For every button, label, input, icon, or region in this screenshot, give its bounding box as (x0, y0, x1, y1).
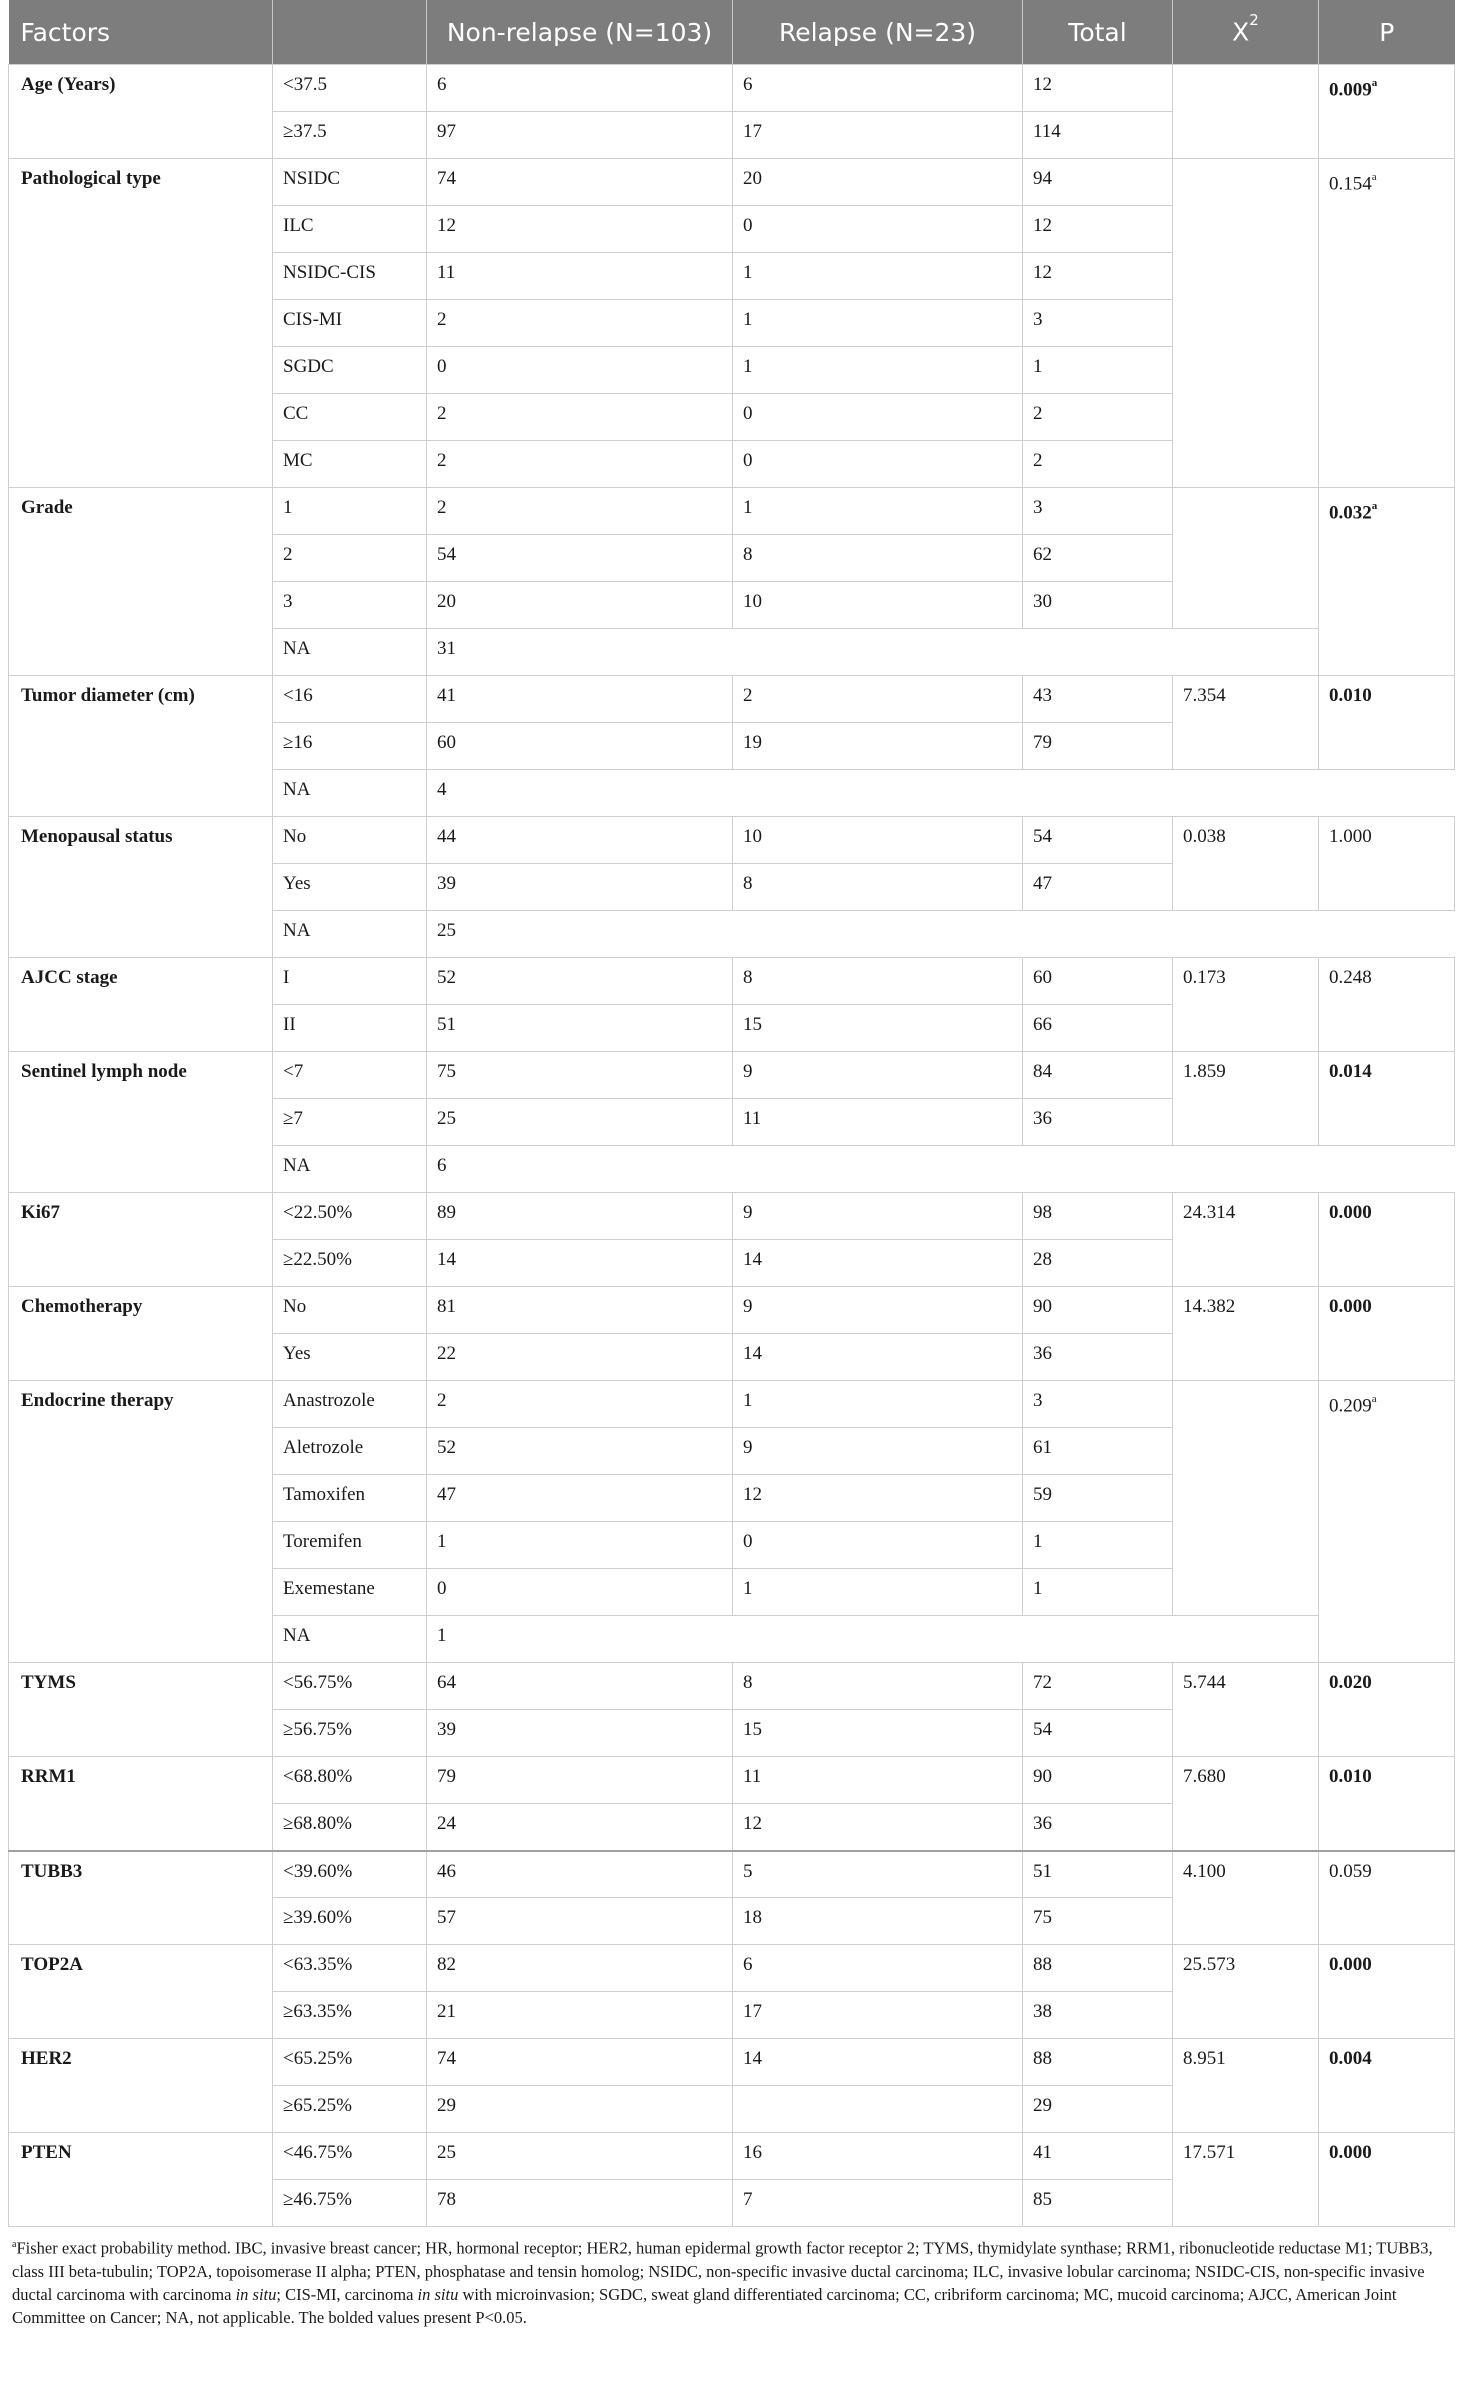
header-non-relapse: Non-relapse (N=103) (427, 0, 733, 65)
header-level (273, 0, 427, 65)
factor-name: Endocrine therapy (9, 1381, 273, 1663)
total-cell: 90 (1023, 1757, 1173, 1804)
non-relapse-cell: 20 (427, 582, 733, 629)
factor-name: Menopausal status (9, 817, 273, 958)
p-value: 0.020 (1329, 1672, 1372, 1693)
chi-square-value: 7.354 (1173, 676, 1319, 770)
non-relapse-cell: 60 (427, 723, 733, 770)
total-cell: 1 (1023, 347, 1173, 394)
p-value: 0.010 (1329, 685, 1372, 706)
relapse-cell: 17 (733, 1992, 1023, 2039)
level-cell: NA (273, 770, 427, 817)
relapse-cell: 6 (733, 1945, 1023, 1992)
table-row (9, 1757, 1455, 1804)
p-value-cell (1319, 1945, 1455, 2039)
relapse-cell: 0 (733, 441, 1023, 488)
empty-cell (1173, 1616, 1319, 1663)
table-row (9, 1381, 1455, 1428)
table-row (9, 1193, 1455, 1240)
relapse-cell: 9 (733, 1193, 1023, 1240)
level-cell: Aletrozole (273, 1428, 427, 1475)
non-relapse-cell: 52 (427, 1428, 733, 1475)
relapse-cell: 9 (733, 1287, 1023, 1334)
na-count-cell: 25 (427, 911, 1455, 958)
factor-name: PTEN (9, 2133, 273, 2227)
total-cell: 38 (1023, 1992, 1173, 2039)
table-row (9, 676, 1455, 723)
level-cell: Toremifen (273, 1522, 427, 1569)
total-cell: 2 (1023, 441, 1173, 488)
total-cell: 41 (1023, 2133, 1173, 2180)
total-cell: 51 (1023, 1851, 1173, 1898)
chi-square-value (1173, 65, 1319, 159)
total-cell: 3 (1023, 488, 1173, 535)
footnote-text-2: ; CIS-MI, carcinoma (276, 2284, 418, 2304)
chi-square-value: 25.573 (1173, 1945, 1319, 2039)
factor-name: Pathological type (9, 159, 273, 488)
non-relapse-cell: 47 (427, 1475, 733, 1522)
chi-square-value (1173, 159, 1319, 488)
relapse-cell: 15 (733, 1005, 1023, 1052)
non-relapse-cell: 89 (427, 1193, 733, 1240)
factor-name: HER2 (9, 2039, 273, 2133)
relapse-cell: 20 (733, 159, 1023, 206)
level-cell: <37.5 (273, 65, 427, 112)
factor-name: Chemotherapy (9, 1287, 273, 1381)
na-count-cell: 1 (427, 1616, 1173, 1663)
relapse-cell: 16 (733, 2133, 1023, 2180)
relapse-cell: 17 (733, 112, 1023, 159)
level-cell: NA (273, 1616, 427, 1663)
chi-square-value (1173, 1381, 1319, 1616)
p-value: 0.004 (1329, 2048, 1372, 2069)
chi-square-value: 0.173 (1173, 958, 1319, 1052)
table-row (9, 1287, 1455, 1334)
level-cell: CIS-MI (273, 300, 427, 347)
level-cell: NA (273, 911, 427, 958)
empty-cell (1173, 629, 1319, 676)
p-value-footnote-marker: a (1371, 500, 1378, 512)
level-cell: ILC (273, 206, 427, 253)
relapse-cell: 8 (733, 535, 1023, 582)
p-value: 0.000 (1329, 1202, 1372, 1223)
level-cell: NA (273, 629, 427, 676)
table-row (9, 817, 1455, 864)
chi-square-value: 5.744 (1173, 1663, 1319, 1757)
table-row (9, 65, 1455, 112)
level-cell: ≥65.25% (273, 2086, 427, 2133)
p-value: 0.154 (1329, 173, 1372, 195)
factor-name: RRM1 (9, 1757, 273, 1851)
total-cell: 88 (1023, 2039, 1173, 2086)
level-cell: 1 (273, 488, 427, 535)
p-value: 0.010 (1329, 1766, 1372, 1787)
p-value-cell (1319, 2133, 1455, 2227)
p-value-cell (1319, 159, 1455, 488)
level-cell: ≥63.35% (273, 1992, 427, 2039)
non-relapse-cell: 52 (427, 958, 733, 1005)
non-relapse-cell: 2 (427, 441, 733, 488)
level-cell: ≥16 (273, 723, 427, 770)
p-value-cell (1319, 1287, 1455, 1381)
factor-name: TYMS (9, 1663, 273, 1757)
non-relapse-cell: 12 (427, 206, 733, 253)
non-relapse-cell: 21 (427, 1992, 733, 2039)
relapse-cell: 1 (733, 300, 1023, 347)
non-relapse-cell: 78 (427, 2180, 733, 2227)
level-cell: 3 (273, 582, 427, 629)
non-relapse-cell: 51 (427, 1005, 733, 1052)
chi-square-value: 24.314 (1173, 1193, 1319, 1287)
level-cell: ≥22.50% (273, 1240, 427, 1287)
p-value: 0.000 (1329, 2142, 1372, 2163)
total-cell: 12 (1023, 65, 1173, 112)
relapse-cell: 8 (733, 958, 1023, 1005)
relapse-cell: 19 (733, 723, 1023, 770)
relapse-cell: 8 (733, 1663, 1023, 1710)
p-value-footnote-marker: a (1371, 77, 1378, 89)
relapse-cell: 7 (733, 2180, 1023, 2227)
non-relapse-cell: 79 (427, 1757, 733, 1804)
chi-square-value (1173, 488, 1319, 629)
level-cell: <65.25% (273, 2039, 427, 2086)
level-cell: <46.75% (273, 2133, 427, 2180)
level-cell: <63.35% (273, 1945, 427, 1992)
total-cell: 2 (1023, 394, 1173, 441)
p-value: 0.000 (1329, 1954, 1372, 1975)
non-relapse-cell: 81 (427, 1287, 733, 1334)
relapse-cell: 15 (733, 1710, 1023, 1757)
relapse-cell: 0 (733, 1522, 1023, 1569)
table-row (9, 1663, 1455, 1710)
non-relapse-cell: 2 (427, 300, 733, 347)
total-cell: 12 (1023, 206, 1173, 253)
total-cell: 61 (1023, 1428, 1173, 1475)
na-count-cell: 4 (427, 770, 1455, 817)
footnote-italic-2: in situ (417, 2284, 459, 2304)
relapse-cell: 1 (733, 253, 1023, 300)
level-cell: I (273, 958, 427, 1005)
p-value-cell (1319, 958, 1455, 1052)
table-row (9, 1945, 1455, 1992)
p-value: 0.059 (1329, 1860, 1372, 1882)
p-value: 0.209 (1329, 1395, 1372, 1417)
chi-square-value: 1.859 (1173, 1052, 1319, 1146)
relapse-cell: 1 (733, 1569, 1023, 1616)
non-relapse-cell: 25 (427, 1099, 733, 1146)
non-relapse-cell: 0 (427, 347, 733, 394)
relapse-cell: 8 (733, 864, 1023, 911)
non-relapse-cell: 97 (427, 112, 733, 159)
total-cell: 60 (1023, 958, 1173, 1005)
level-cell: <16 (273, 676, 427, 723)
non-relapse-cell: 57 (427, 1898, 733, 1945)
table-row (9, 488, 1455, 535)
level-cell: SGDC (273, 347, 427, 394)
footnote-text-1: Fisher exact probability method. IBC, invasive breast cancer; HR, hormonal receptor; HER2, human epidermal growth factor receptor 2; TYMS, thymidylate synthase; RRM1, ribonucleotide reductase M1; TUBB3, class III beta-tubulin; TOP2A, topoisomerase II alpha; PTEN, phosphatase and tensin homolog; NSIDC, non-specific invasive ductal carcinoma; ILC, invasive lobular carcinoma; NSIDC-CIS, non-specific invasive ductal carcinoma with carcinoma (12, 2238, 1433, 2304)
non-relapse-cell: 41 (427, 676, 733, 723)
total-cell: 1 (1023, 1569, 1173, 1616)
level-cell: Yes (273, 1334, 427, 1381)
non-relapse-cell: 39 (427, 864, 733, 911)
level-cell: NSIDC-CIS (273, 253, 427, 300)
total-cell: 43 (1023, 676, 1173, 723)
p-value-cell (1319, 1052, 1455, 1146)
relapse-cell: 0 (733, 206, 1023, 253)
relapse-cell: 2 (733, 676, 1023, 723)
relapse-cell: 11 (733, 1757, 1023, 1804)
non-relapse-cell: 25 (427, 2133, 733, 2180)
p-value-cell (1319, 676, 1455, 770)
level-cell: ≥46.75% (273, 2180, 427, 2227)
header-row (9, 0, 1455, 65)
relapse-cell: 10 (733, 582, 1023, 629)
relapse-cell: 6 (733, 65, 1023, 112)
relapse-cell: 1 (733, 1381, 1023, 1428)
relapse-cell: 14 (733, 1240, 1023, 1287)
level-cell: ≥7 (273, 1099, 427, 1146)
total-cell: 75 (1023, 1898, 1173, 1945)
non-relapse-cell: 54 (427, 535, 733, 582)
header-total: Total (1023, 0, 1173, 65)
table-row (9, 159, 1455, 206)
non-relapse-cell: 2 (427, 1381, 733, 1428)
total-cell: 36 (1023, 1099, 1173, 1146)
chi-square-value: 8.951 (1173, 2039, 1319, 2133)
chi-square-value: 17.571 (1173, 2133, 1319, 2227)
level-cell: 2 (273, 535, 427, 582)
p-value: 0.248 (1329, 967, 1372, 988)
non-relapse-cell: 2 (427, 488, 733, 535)
relapse-cell: 14 (733, 2039, 1023, 2086)
non-relapse-cell: 46 (427, 1851, 733, 1898)
total-cell: 54 (1023, 1710, 1173, 1757)
factor-name: Ki67 (9, 1193, 273, 1287)
relapse-cell: 11 (733, 1099, 1023, 1146)
total-cell: 30 (1023, 582, 1173, 629)
level-cell: ≥37.5 (273, 112, 427, 159)
total-cell: 36 (1023, 1804, 1173, 1851)
table-row (9, 2039, 1455, 2086)
total-cell: 62 (1023, 535, 1173, 582)
header-p: P (1319, 0, 1455, 65)
total-cell: 98 (1023, 1193, 1173, 1240)
p-value: 0.000 (1329, 1296, 1372, 1317)
relapse-cell: 18 (733, 1898, 1023, 1945)
factor-name: Tumor diameter (cm) (9, 676, 273, 817)
total-cell: 88 (1023, 1945, 1173, 1992)
level-cell: NSIDC (273, 159, 427, 206)
factor-name: AJCC stage (9, 958, 273, 1052)
total-cell: 36 (1023, 1334, 1173, 1381)
level-cell: Anastrozole (273, 1381, 427, 1428)
total-cell: 28 (1023, 1240, 1173, 1287)
relapse-cell: 1 (733, 488, 1023, 535)
header-chi-square (1173, 0, 1319, 65)
level-cell: <22.50% (273, 1193, 427, 1240)
level-cell: <39.60% (273, 1851, 427, 1898)
level-cell: Tamoxifen (273, 1475, 427, 1522)
table-row (9, 958, 1455, 1005)
level-cell: II (273, 1005, 427, 1052)
total-cell: 66 (1023, 1005, 1173, 1052)
results-table (8, 0, 1455, 2227)
table-body (9, 65, 1455, 2227)
chi-square-value: 7.680 (1173, 1757, 1319, 1851)
non-relapse-cell: 44 (427, 817, 733, 864)
factor-name: TUBB3 (9, 1851, 273, 1945)
non-relapse-cell: 14 (427, 1240, 733, 1287)
relapse-cell: 5 (733, 1851, 1023, 1898)
level-cell: Yes (273, 864, 427, 911)
relapse-cell: 12 (733, 1804, 1023, 1851)
total-cell: 90 (1023, 1287, 1173, 1334)
non-relapse-cell: 74 (427, 2039, 733, 2086)
total-cell: 72 (1023, 1663, 1173, 1710)
p-value-cell (1319, 2039, 1455, 2133)
level-cell: NA (273, 1146, 427, 1193)
total-cell: 94 (1023, 159, 1173, 206)
p-value: 1.000 (1329, 826, 1372, 847)
non-relapse-cell: 64 (427, 1663, 733, 1710)
footnote-marker: a (12, 2239, 17, 2250)
level-cell: No (273, 817, 427, 864)
table-footnote (8, 2227, 1454, 2329)
level-cell: CC (273, 394, 427, 441)
non-relapse-cell: 39 (427, 1710, 733, 1757)
level-cell: <56.75% (273, 1663, 427, 1710)
non-relapse-cell: 82 (427, 1945, 733, 1992)
chi-square-value: 14.382 (1173, 1287, 1319, 1381)
non-relapse-cell: 22 (427, 1334, 733, 1381)
factor-name: Age (Years) (9, 65, 273, 159)
na-count-cell: 6 (427, 1146, 1455, 1193)
header-factors: Factors (9, 0, 273, 65)
non-relapse-cell: 1 (427, 1522, 733, 1569)
non-relapse-cell: 75 (427, 1052, 733, 1099)
p-value-cell (1319, 1663, 1455, 1757)
table-row (9, 2133, 1455, 2180)
non-relapse-cell: 11 (427, 253, 733, 300)
total-cell: 29 (1023, 2086, 1173, 2133)
header-chi-symbol: X (1232, 17, 1250, 47)
total-cell: 85 (1023, 2180, 1173, 2227)
factor-name: Sentinel lymph node (9, 1052, 273, 1193)
p-value-cell (1319, 65, 1455, 159)
p-value-cell (1319, 1193, 1455, 1287)
table-row (9, 1851, 1455, 1898)
total-cell: 3 (1023, 300, 1173, 347)
p-value-footnote-marker: a (1371, 1393, 1377, 1405)
level-cell: ≥39.60% (273, 1898, 427, 1945)
non-relapse-cell: 6 (427, 65, 733, 112)
non-relapse-cell: 2 (427, 394, 733, 441)
p-value: 0.032 (1329, 502, 1372, 524)
relapse-cell: 12 (733, 1475, 1023, 1522)
chi-square-value: 4.100 (1173, 1851, 1319, 1945)
chi-square-value: 0.038 (1173, 817, 1319, 911)
factor-name: TOP2A (9, 1945, 273, 2039)
total-cell: 59 (1023, 1475, 1173, 1522)
non-relapse-cell: 29 (427, 2086, 733, 2133)
header-relapse: Relapse (N=23) (733, 0, 1023, 65)
factor-name: Grade (9, 488, 273, 676)
table-row (9, 1052, 1455, 1099)
footnote-text-3: with microinvasion; SGDC, sweat gland differentiated carcinoma; CC, cribriform carcinoma; MC, mucoid carcinoma; AJCC, American Joint Committee on Cancer; NA, not applicable. The bolded values present P<0.05. (12, 2284, 1397, 2327)
total-cell: 79 (1023, 723, 1173, 770)
na-count-cell: 31 (427, 629, 1173, 676)
non-relapse-cell: 0 (427, 1569, 733, 1616)
p-value-cell (1319, 1851, 1455, 1945)
level-cell: ≥56.75% (273, 1710, 427, 1757)
level-cell: <68.80% (273, 1757, 427, 1804)
p-value-cell (1319, 1381, 1455, 1663)
total-cell: 54 (1023, 817, 1173, 864)
relapse-cell: 9 (733, 1428, 1023, 1475)
total-cell: 84 (1023, 1052, 1173, 1099)
total-cell: 114 (1023, 112, 1173, 159)
p-value-cell (1319, 1757, 1455, 1851)
relapse-cell: 1 (733, 347, 1023, 394)
p-value-cell (1319, 817, 1455, 911)
table-container (8, 0, 1454, 2329)
relapse-cell: 9 (733, 1052, 1023, 1099)
p-value: 0.009 (1329, 79, 1372, 101)
level-cell: Exemestane (273, 1569, 427, 1616)
total-cell: 3 (1023, 1381, 1173, 1428)
level-cell: No (273, 1287, 427, 1334)
p-value: 0.014 (1329, 1061, 1372, 1082)
relapse-cell: 14 (733, 1334, 1023, 1381)
relapse-cell (733, 2086, 1023, 2133)
p-value-footnote-marker: a (1371, 171, 1377, 183)
non-relapse-cell: 74 (427, 159, 733, 206)
header-chi-exponent: 2 (1249, 11, 1259, 30)
total-cell: 12 (1023, 253, 1173, 300)
level-cell: <7 (273, 1052, 427, 1099)
non-relapse-cell: 24 (427, 1804, 733, 1851)
footnote-italic-1: in situ (235, 2284, 277, 2304)
relapse-cell: 0 (733, 394, 1023, 441)
relapse-cell: 10 (733, 817, 1023, 864)
level-cell: MC (273, 441, 427, 488)
level-cell: ≥68.80% (273, 1804, 427, 1851)
total-cell: 1 (1023, 1522, 1173, 1569)
total-cell: 47 (1023, 864, 1173, 911)
p-value-cell (1319, 488, 1455, 676)
